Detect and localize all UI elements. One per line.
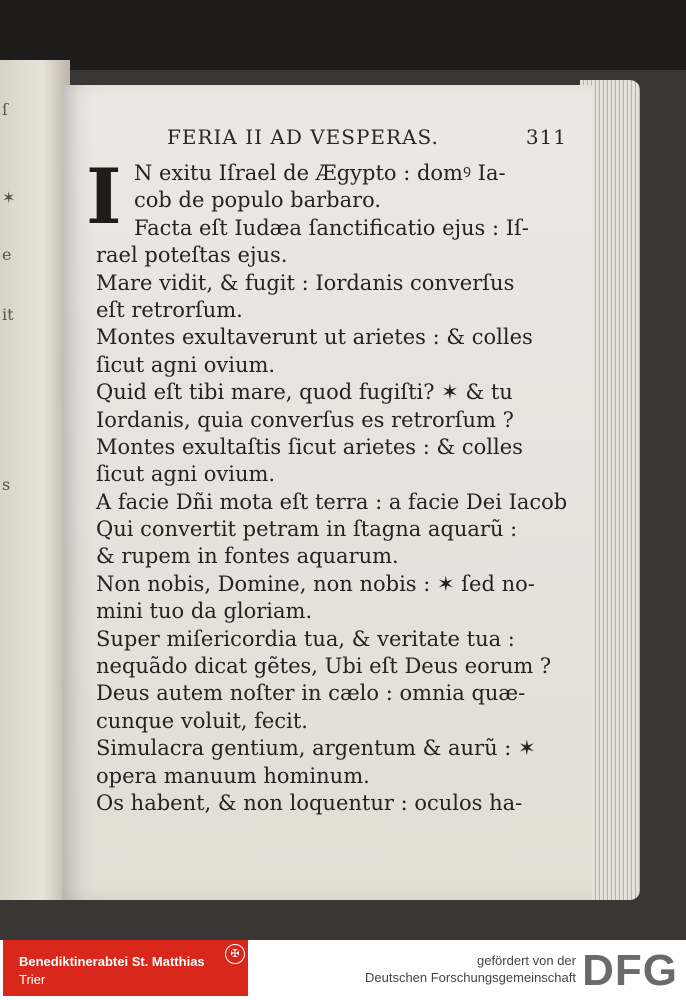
text-line: & rupem in fontes aquarum.	[96, 544, 399, 569]
text-line: Iordanis, quia converſus es retrorſum ?	[96, 407, 514, 432]
text-line: opera manuum hominum.	[96, 763, 370, 788]
book-page	[62, 85, 592, 900]
footer-bar	[0, 940, 686, 1000]
funding-notice	[365, 952, 576, 986]
text-line: rael poteſtas ejus.	[96, 243, 288, 268]
drop-cap: I	[86, 152, 122, 241]
institution-badge[interactable]	[3, 940, 248, 996]
funding-line: gefördert von der	[476, 953, 576, 968]
text-line: cunque voluit, fecit.	[96, 708, 308, 733]
text-line: nequãdo dicat gẽtes, Ubi eſt Deus eorum ?	[96, 654, 552, 679]
text-line: Montes exultaſtis ſicut arietes : & colles	[96, 434, 523, 459]
institution-name: Benediktinerabtei St. Matthias	[19, 954, 205, 969]
left-page-fragment: e	[2, 245, 12, 264]
left-page-fragment: s	[2, 475, 11, 494]
header-title: FERIA II AD VESPERAS.	[167, 125, 439, 149]
text-line: Super miſericordia tua, & veritate tua :	[96, 626, 515, 651]
text-line: Montes exultaverunt ut arietes : & colles	[96, 325, 533, 350]
text-line: cob de populo barbaro.	[134, 188, 382, 213]
page-number: 311	[525, 125, 567, 149]
text-line: Quid eſt tibi mare, quod fugiſti? ✶ & tu	[96, 380, 513, 405]
dfg-logo[interactable]: DFG	[582, 946, 678, 995]
left-page-fragment: it	[2, 305, 14, 324]
text-line: mini tuo da gloriam.	[96, 599, 313, 624]
text-line: Non nobis, Domine, non nobis : ✶ ſed no-	[96, 571, 535, 596]
text-line: Simulacra gentium, argentum & aurũ : ✶	[96, 736, 536, 761]
text-line: Qui convertit petram in ſtagna aquarũ :	[96, 517, 518, 542]
text-line: Facta eſt Iudæa ſanctificatio ejus : Iſ-	[134, 215, 529, 240]
institution-city: Trier	[19, 972, 46, 987]
text-line: ſicut agni ovium.	[96, 352, 276, 377]
background-top	[0, 0, 686, 70]
left-page-edge	[0, 60, 70, 900]
abbey-logo-icon: ✠	[225, 944, 245, 964]
text-line: Os habent, & non loquentur : oculos ha-	[96, 790, 523, 815]
left-page-fragment: ✶	[2, 188, 16, 207]
text-line: ſicut agni ovium.	[96, 462, 276, 487]
text-line: Mare vidit, & fugit : Iordanis converſus	[96, 270, 515, 295]
text-line: eſt retrorſum.	[96, 297, 243, 322]
left-page-fragment: ſ	[2, 100, 8, 119]
funding-line: Deutschen Forschungsgemeinschaft	[364, 970, 576, 985]
text-line: N exitu Iſrael de Ægypto : domꝰ Ia-	[134, 161, 506, 185]
text-line: Deus autem noſter in cælo : omnia quæ-	[96, 681, 526, 706]
text-line: A facie Dñi mota eſt terra : a facie Dei Iacob	[96, 489, 568, 514]
psalm-text	[96, 160, 566, 817]
